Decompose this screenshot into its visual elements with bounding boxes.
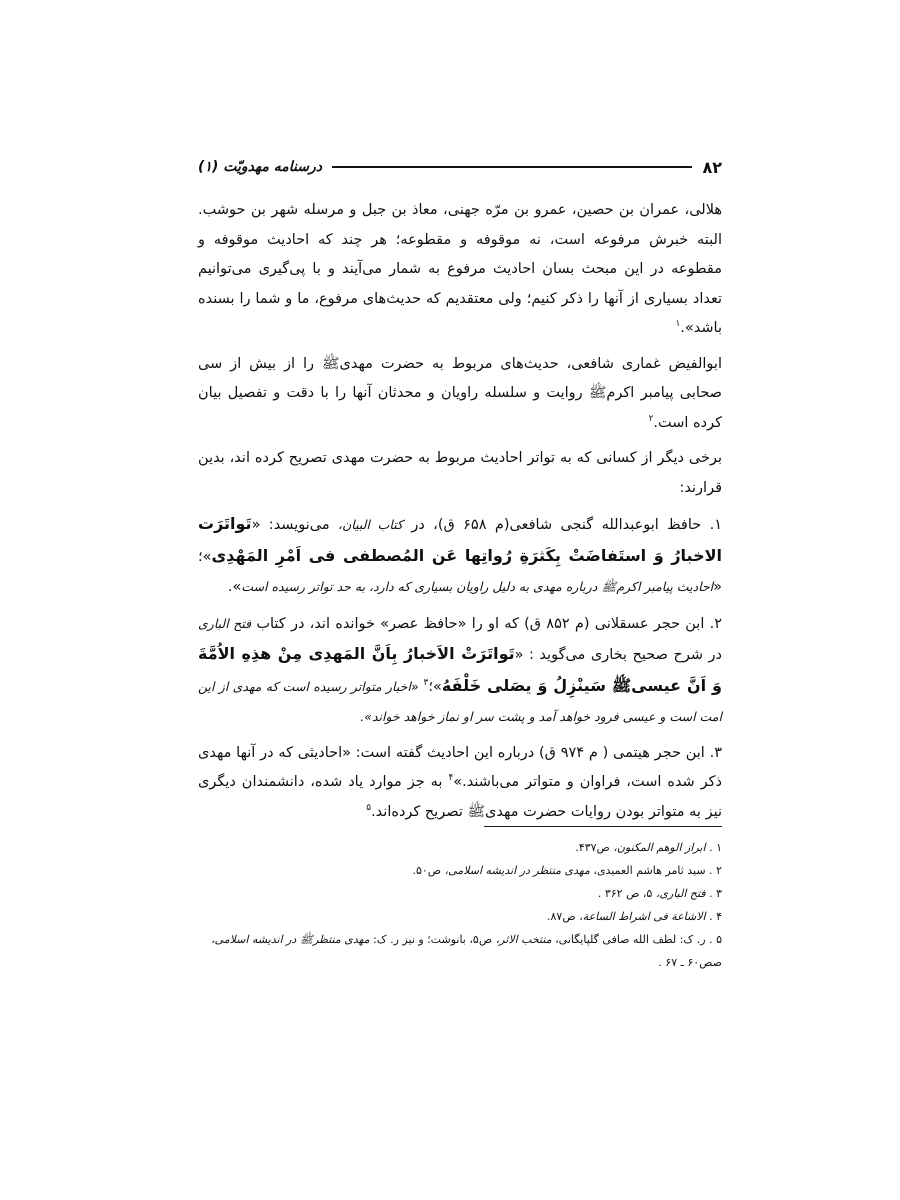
paragraph-1: هلالی، عمران بن حصین، عمرو بن مرّه جهنی، معاذ بن جبل و مرسله شهر بن حوشب. البته خبرش مرفوعه است، نه موقوفه و مقطوعه؛ هر چند که احادیث موقوفه و مقطوعه در این مبحث بسان احادیث مرفوع به شمار می‌آیند و با پی‌گیری می‌توانیم تعداد بسیاری از آنها را ذکر کنیم؛ ولی معتقدیم که حدیث‌های مرفوع، ما و شما را بسنده باشد».$^۱$: [198, 202, 722, 336]
list-item-1: ۱. حافظ ابوعبدالله گنجی شافعی(م ۶۵۸ ق)، در کتاب البیان، می‌نویسد: «تَواتَرَت الاخبارُ وَ استَفاضَتْ بِکَثرَةِ رُواتِها عَن المُصطفی فی اَمْرِ المَهْدِی»؛ «احادیث پیامبر اکرم‌ﷺ درباره مهدی به دلیل راویان بسیاری که دارد، به حد تواتر رسیده است».: [198, 514, 723, 595]
footnote-5: ۵ . ر. ک: لطف الله صافی گلپایگانی، منتخب الاثر، ص۵، بانوشت؛ و نیز ر. ک: مهدی منتظرﷺ در اندیشه اسلامی، صص۶۰ ـ ۶۷ .: [211, 933, 722, 969]
translation-1: احادیث پیامبر اکرم‌ﷺ درباره مهدی به دلیل راویان بسیاری که دارد، به حد تواتر رسیده است: [241, 579, 714, 594]
header-rule: [332, 166, 692, 168]
footnote-4: ۴ . الاشاعة فی اشراط الساعة، ص۸۷.: [547, 910, 722, 923]
footnote-ref-5: ۵: [366, 802, 372, 813]
arabic-quote-2: تَواتَرَتْ الاَخبارُ بِاَنَّ المَهدِی مِنْ هذِهِ الاُمَّةَ وَ اَنَّ عیسی‌ﷺ سَینْزِلُ وَ یصَلی خَلْفَهُ: [198, 644, 723, 695]
footnotes: [198, 836, 722, 974]
footnote-ref-1: ۱: [675, 319, 681, 330]
book-name-albayan: کتاب البیان،: [338, 517, 403, 532]
footnote-ref-4: ۴: [448, 773, 454, 784]
list-item-2: ۲. ابن حجر عسقلانی (م ۸۵۲ ق) که او را «حافظ عصر» خوانده اند، در کتاب فتح الباری در شرح صحیح بخاری می‌گوید : «تَواتَرَتْ الاَخبارُ بِاَنَّ المَهدِی مِنْ هذِهِ الاُمَّةَ وَ اَنَّ عیسی‌ﷺ سَینْزِلُ وَ یصَلی خَلْفَهُ»؛$^۳$ «اخبار متواتر رسیده است که مهدی از این امت است و عیسی فرود خواهد آمد و پشت سر او نماز خواهد خواند».: [198, 615, 723, 724]
footnote-ref-3: ۳: [423, 677, 429, 688]
arabic-quote-1: تَواتَرَت الاخبارُ وَ استَفاضَتْ بِکَثرَةِ رُواتِها عَن المُصطفی فی اَمْرِ المَهْدِی: [198, 514, 722, 565]
running-header: [198, 156, 722, 178]
footnote-2: ۲ . سید ثامر هاشم العمیدی، مهدی منتظر در اندیشه اسلامی، ص۵۰.: [412, 864, 722, 877]
footnote-3: ۳ . فتح الباری، ۵، ص ۳۶۲ .: [597, 887, 722, 900]
footnote-separator: [484, 826, 722, 827]
list-item-3: ۳. ابن حجر هیتمی ( م ۹۷۴ ق) درباره این احادیث گفته است: «احادیثی که در آنها مهدی ذکر شده است، فراوان و متواتر می‌باشند.»$^۴$ به جز موارد یاد شده، دانشمندان دیگری نیز به متواتر بودن روایات حضرت مهدی‌ﷺ تصریح کرده‌اند.$^۵$: [198, 744, 723, 820]
book-title: درسنامه مهدويّت (۱): [198, 159, 323, 175]
translation-2: «اخبار متواتر رسیده است که مهدی از این امت است و عیسی فرود خواهد آمد و پشت سر او نماز خواهد خواند».: [198, 678, 722, 724]
paragraph-3: برخی دیگر از کسانی که به تواتر احادیث مربوط به حضرت مهدی تصریح کرده اند، بدین قرارند:: [198, 450, 722, 496]
body-text: [198, 196, 722, 833]
paragraph-2: ابوالفیض غماری شافعی، حدیث‌های مربوط به حضرت مهدی‌ﷺ را از بیش از سی صحابی پیامبر اکرم‌ﷺ روایت و سلسله راویان و محدثان آنها را با دقت و تفصیل بیان کرده است.$^۲$: [198, 355, 722, 431]
footnote-ref-2: ۲: [648, 413, 654, 424]
page-number: ۸۲: [702, 157, 722, 177]
footnote-1: ۱ . ابراز الوهم المکنون، ص۴۳۷.: [575, 841, 722, 854]
book-name-fathalbari: فتح الباری: [198, 615, 252, 631]
